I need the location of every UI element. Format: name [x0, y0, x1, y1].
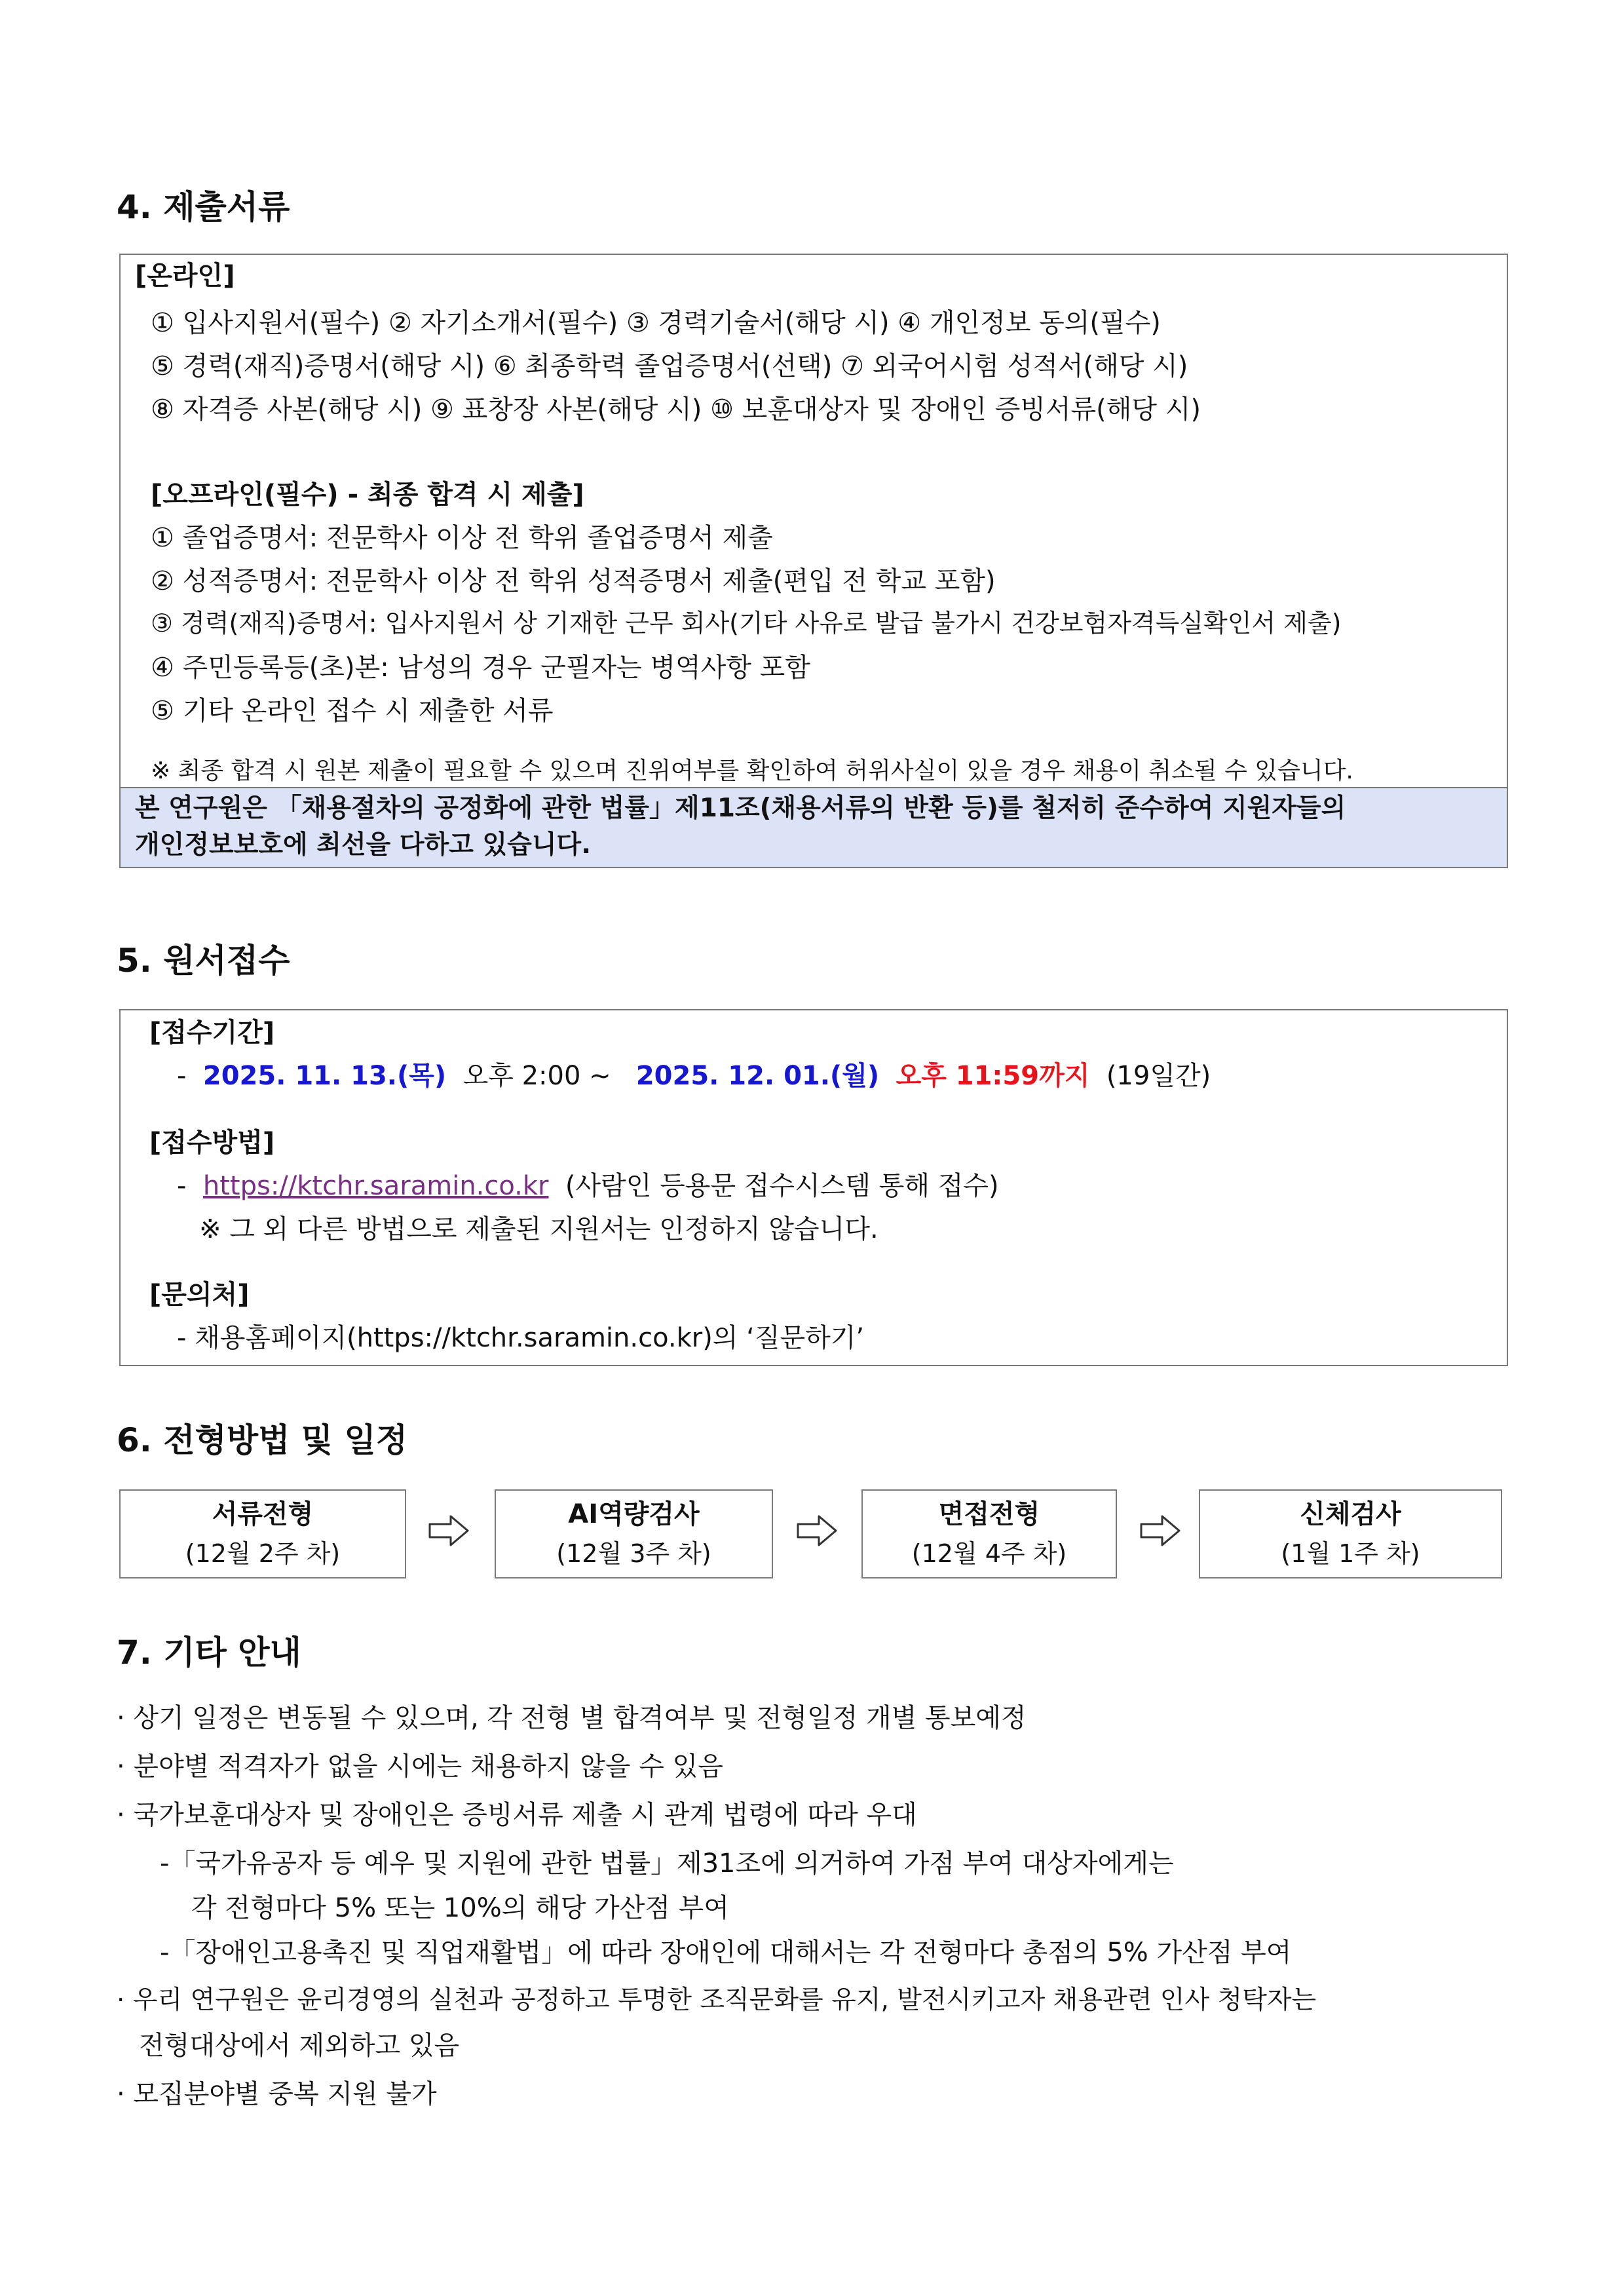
section7-heading: 7. 기타 안내 — [117, 1634, 301, 1672]
step-period: (12월 2주 차) — [185, 1539, 341, 1568]
step-name: 신체검사 — [1300, 1499, 1401, 1529]
application-box — [119, 1009, 1508, 1366]
step-period: (12월 3주 차) — [556, 1539, 711, 1568]
period-dash: - — [177, 1061, 187, 1091]
step-name: 서류전형 — [212, 1499, 314, 1529]
arrow-right-icon — [1139, 1512, 1182, 1549]
apply-link[interactable]: https://ktchr.saramin.co.kr — [202, 1171, 549, 1201]
section4-heading: 4. 제출서류 — [117, 188, 290, 226]
period-end-date: 2025. 12. 01.(월) — [635, 1061, 880, 1091]
notice-line-1: 본 연구원은 「채용절차의 공정화에 관한 법률」제11조(채용서류의 반환 등)를 철저히 준수하여 지원자들의 — [135, 794, 1346, 823]
info-line-3: · 국가보훈대상자 및 장애인은 증빙서류 제출 시 관계 법령에 따라 우대 — [117, 1800, 917, 1830]
notice-line-2: 개인정보보호에 최선을 다하고 있습니다. — [135, 830, 592, 860]
offline-line-4: ④ 주민등록등(초)본: 남성의 경우 군필자는 병역사항 포함 — [151, 653, 810, 683]
step-period: (12월 4주 차) — [911, 1539, 1067, 1568]
online-line-1: ① 입사지원서(필수) ② 자기소개서(필수) ③ 경력기술서(해당 시) ④ 개인정보 동의(필수) — [151, 308, 1161, 338]
step-ai-assessment — [495, 1489, 773, 1578]
offline-line-1: ① 졸업증명서: 전문학사 이상 전 학위 졸업증명서 제출 — [151, 523, 773, 553]
step-name: AI역량검사 — [568, 1499, 700, 1529]
offline-line-3: ③ 경력(재직)증명서: 입사지원서 상 기재한 근무 회사(기타 사유로 발급 불가시 건강보험자격득실확인서 제출) — [151, 609, 1342, 638]
documents-box — [119, 254, 1508, 868]
contact-line: - 채용홈페이지(https://ktchr.saramin.co.kr)의 ‘질문하기’ — [177, 1323, 865, 1353]
info-line-4: -「국가유공자 등 예우 및 지원에 관한 법률」제31조에 의거하여 가점 부여 대상자에게는 — [160, 1848, 1174, 1879]
offline-line-5: ⑤ 기타 온라인 접수 시 제출한 서류 — [151, 696, 554, 726]
step-period: (1월 1주 차) — [1281, 1539, 1420, 1568]
arrow-right-icon — [795, 1512, 839, 1549]
contact-label: [문의처] — [149, 1280, 250, 1310]
section6-heading: 6. 전형방법 및 일정 — [117, 1421, 408, 1459]
step-name: 면접전형 — [938, 1499, 1040, 1529]
method-label: [접수방법] — [149, 1128, 275, 1158]
info-line-5: 각 전형마다 5% 또는 10%의 해당 가산점 부여 — [191, 1893, 729, 1923]
period-label: [접수기간] — [149, 1018, 275, 1048]
online-label: [온라인] — [135, 261, 235, 291]
method-line — [177, 1170, 999, 1202]
step-medical-exam — [1199, 1489, 1502, 1578]
offline-line-2: ② 성적증명서: 전문학사 이상 전 학위 성적증명서 제출(편입 전 학교 포함) — [151, 566, 996, 596]
step-interview — [861, 1489, 1117, 1578]
info-line-9: · 모집분야별 중복 지원 불가 — [117, 2079, 437, 2109]
original-document-note: ※ 최종 합격 시 원본 제출이 필요할 수 있으며 진위여부를 확인하여 허위사실이 있을 경우 채용이 취소될 수 있습니다. — [151, 757, 1353, 784]
online-line-3: ⑧ 자격증 사본(해당 시) ⑨ 표창장 사본(해당 시) ⑩ 보훈대상자 및 장애인 증빙서류(해당 시) — [151, 394, 1201, 425]
method-desc: (사람인 등용문 접수시스템 통해 접수) — [565, 1171, 999, 1201]
info-line-7: · 우리 연구원은 윤리경영의 실천과 공정하고 투명한 조직문화를 유지, 발전시키고자 채용관련 인사 청탁자는 — [117, 1985, 1317, 2015]
period-start-time: 오후 2:00 ~ — [463, 1061, 611, 1091]
step-document-screening — [119, 1489, 406, 1578]
period-line — [177, 1060, 1211, 1092]
period-days: (19일간) — [1106, 1061, 1211, 1091]
period-end-time: 오후 11:59까지 — [896, 1061, 1090, 1091]
info-line-6: -「장애인고용촉진 및 직업재활법」에 따라 장애인에 대해서는 각 전형마다 총점의 5% 가산점 부여 — [160, 1938, 1292, 1968]
method-note: ※ 그 외 다른 방법으로 제출된 지원서는 인정하지 않습니다. — [199, 1214, 878, 1244]
section5-heading: 5. 원서접수 — [117, 942, 290, 980]
period-start-date: 2025. 11. 13.(목) — [202, 1061, 447, 1091]
privacy-notice — [121, 787, 1507, 867]
arrow-right-icon — [427, 1512, 470, 1549]
info-line-2: · 분야별 적격자가 없을 시에는 채용하지 않을 수 있음 — [117, 1751, 723, 1782]
offline-label: [오프라인(필수) - 최종 합격 시 제출] — [151, 480, 584, 510]
method-dash: - — [177, 1171, 187, 1201]
info-line-1: · 상기 일정은 변동될 수 있으며, 각 전형 별 합격여부 및 전형일정 개별 통보예정 — [117, 1703, 1027, 1733]
info-line-8: 전형대상에서 제외하고 있음 — [139, 2031, 460, 2061]
online-line-2: ⑤ 경력(재직)증명서(해당 시) ⑥ 최종학력 졸업증명서(선택) ⑦ 외국어시험 성적서(해당 시) — [151, 351, 1188, 381]
